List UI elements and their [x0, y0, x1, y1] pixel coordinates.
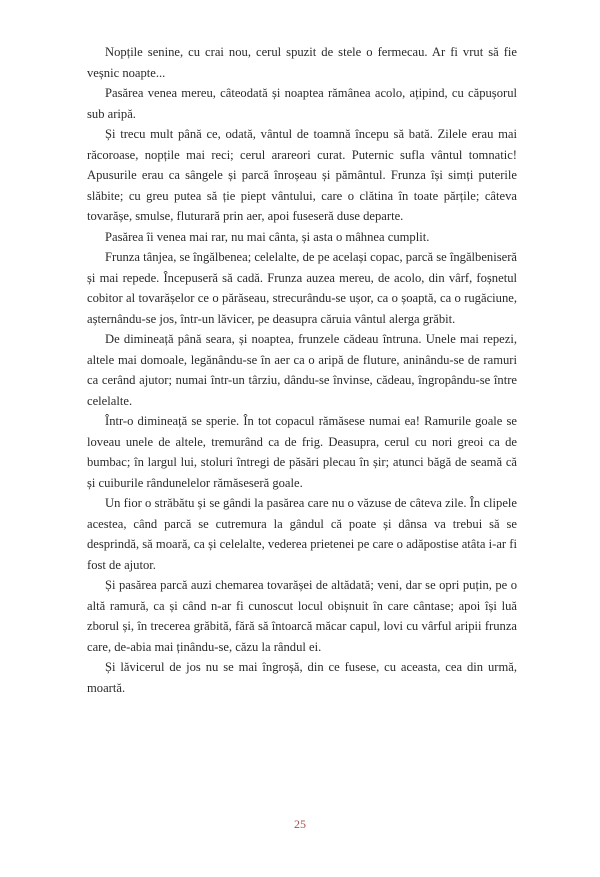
paragraph: Și pasărea parcă auzi chemarea tovarășei de altădată; veni, dar se opri puțin, pe o altă ramură, ca și când n-ar fi cunoscut locul obișnuit în care cântase; apoi își luă zborul și, în trecerea grăbită, fără să întoarcă măcar capul, lovi cu vârful aripii frunza care, de-abia mai ținându-se, căzu la rândul ei. — [87, 578, 517, 654]
paragraph: Nopțile senine, cu crai nou, cerul spuzit de stele o fermecau. Ar fi vrut să fie veșnic noapte... — [87, 45, 517, 80]
page-number: 25 — [294, 817, 306, 831]
paragraph: Un fior o străbătu și se gândi la pasărea care nu o văzuse de câteva zile. În clipele acestea, când parcă se cutremura la gândul că poate și dânsa va trebui să se desprindă, să moară, ca și celelalte, vederea prietenei pe care o adăpostise atâta i-ar fi fost de ajutor. — [87, 496, 517, 572]
paragraph: Și lăvicerul de jos nu se mai îngroșă, din ce fusese, cu aceasta, cea din urmă, moartă. — [87, 660, 517, 695]
paragraph: Și trecu mult până ce, odată, vântul de toamnă începu să bată. Zilele erau mai răcoroase, nopțile mai reci; cerul arareori curat. Puternic sufla vântul tomnatic! Apusurile erau ca sângele și parcă înroșeau și pământul. Frunza își simți puterile slăbite; cu greu putea să ție piept vântului, care o clătina în toate părțile; câteva tovarășe, smulse, fluturară prin aer, apoi fuseseră duse departe. — [87, 127, 517, 223]
paragraph: Într-o dimineață se sperie. În tot copacul rămăsese numai ea! Ramurile goale se loveau unele de altele, tremurând ca de frig. Deasupra, cerul cu nori greoi ca de bumbac; în largul lui, stoluri întregi de păsări plecau în șir; atunci băgă de seamă că și cuiburile rândunelelor rămăseseră goale. — [87, 414, 517, 490]
paragraph: Pasărea îi venea mai rar, nu mai cânta, și asta o mâhnea cumplit. — [105, 229, 430, 244]
paragraph: Frunza tânjea, se îngălbenea; celelalte, de pe același copac, parcă se îngălbeniseră și mai repede. Începuseră să cadă. Frunza auzea mereu, de acolo, din vârf, foșnetul cobitor al tovarășelor ce o părăseau, strecurându-se ușor, ca o șoaptă, ca o rugăciune, așternându-se jos, într-un lăvicer, pe deasupra căruia vântul alerga grăbit. — [87, 250, 517, 326]
paragraph: Pasărea venea mereu, câteodată și noaptea rămânea acolo, ațipind, cu căpușorul sub aripă. — [87, 86, 517, 121]
body-text — [87, 42, 517, 698]
paragraph: De dimineață până seara, și noaptea, frunzele cădeau întruna. Unele mai repezi, altele mai domoale, legănându-se în aer ca o aripă de fluture, aninându-se de ramuri ca cerând ajutor; numai într-un târziu, dându-se învinse, cădeau, îngropându-se între celelalte. — [87, 332, 517, 408]
